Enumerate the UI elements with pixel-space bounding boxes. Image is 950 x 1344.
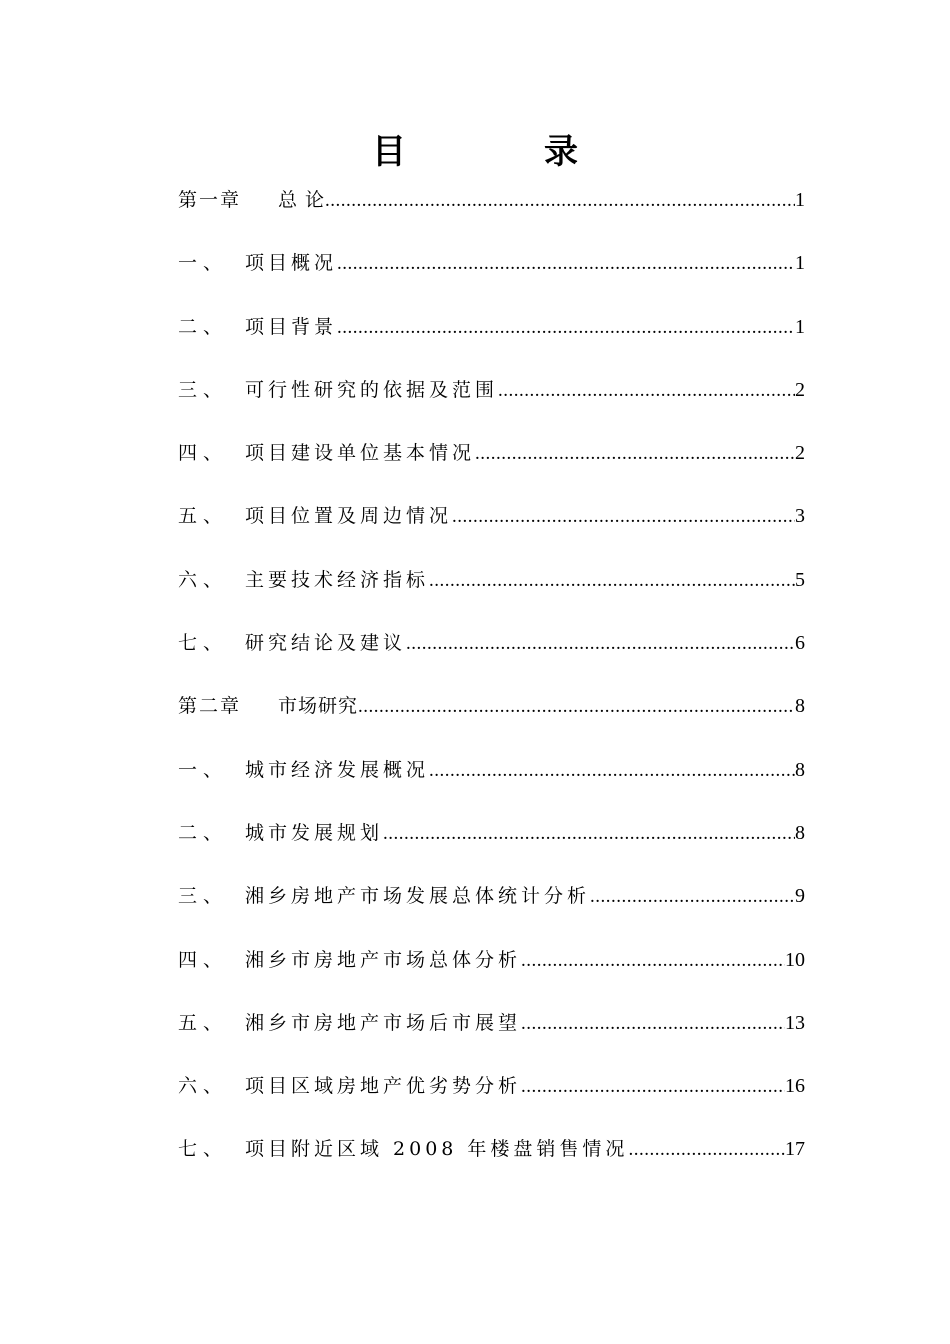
toc-entry[interactable] bbox=[178, 623, 805, 686]
toc-dot-leader bbox=[628, 1130, 785, 1170]
toc-entry[interactable] bbox=[178, 370, 805, 433]
toc-dot-leader bbox=[475, 434, 795, 474]
toc-entry-page: 2 bbox=[795, 442, 805, 465]
toc-list bbox=[178, 180, 805, 1193]
toc-entry-number: 三、 bbox=[178, 378, 229, 401]
toc-dot-leader bbox=[383, 814, 795, 854]
toc-entry[interactable] bbox=[178, 813, 805, 876]
toc-entry-title: 主要技术经济指标 bbox=[245, 568, 430, 591]
toc-entry-page: 17 bbox=[785, 1138, 805, 1161]
toc-entry-number: 五、 bbox=[178, 505, 229, 528]
toc-entry-page: 9 bbox=[795, 885, 805, 908]
toc-entry-number: 一、 bbox=[178, 252, 229, 275]
toc-entry-page: 8 bbox=[795, 821, 805, 844]
toc-entry-number: 六、 bbox=[178, 568, 229, 591]
toc-entry[interactable] bbox=[178, 433, 805, 496]
toc-entry-page: 1 bbox=[795, 252, 805, 275]
toc-entry-number: 第二章 bbox=[178, 695, 242, 718]
toc-entry-number: 二、 bbox=[178, 821, 229, 844]
toc-dot-leader bbox=[498, 371, 795, 411]
toc-entry-title: 湘乡市房地产市场后市展望 bbox=[245, 1011, 522, 1034]
toc-entry-page: 8 bbox=[795, 695, 805, 718]
toc-entry-number: 四、 bbox=[178, 948, 229, 971]
toc-entry-number: 第一章 bbox=[178, 189, 242, 211]
toc-dot-leader bbox=[429, 751, 795, 791]
toc-dot-leader bbox=[337, 244, 795, 284]
toc-entry-page: 16 bbox=[785, 1075, 805, 1098]
toc-entry-title: 研究结论及建议 bbox=[245, 632, 407, 655]
toc-entry-page: 5 bbox=[795, 568, 805, 591]
toc-entry[interactable] bbox=[178, 496, 805, 559]
toc-entry[interactable] bbox=[178, 876, 805, 939]
toc-entry[interactable] bbox=[178, 1066, 805, 1129]
toc-entry[interactable] bbox=[178, 180, 805, 243]
toc-entry-title: 可行性研究的依据及范围 bbox=[245, 378, 499, 401]
toc-entry-number: 二、 bbox=[178, 315, 229, 338]
toc-entry-title: 市场研究 bbox=[278, 695, 359, 718]
toc-entry-title: 总 论 bbox=[278, 189, 326, 211]
toc-entry-number: 六、 bbox=[178, 1075, 229, 1098]
toc-entry-title: 项目附近区域 2008 年楼盘销售情况 bbox=[245, 1138, 629, 1161]
toc-entry-title: 项目区域房地产优劣势分析 bbox=[245, 1075, 522, 1098]
toc-entry-page: 2 bbox=[795, 378, 805, 401]
toc-entry-page: 1 bbox=[795, 189, 805, 211]
toc-entry-page: 8 bbox=[795, 758, 805, 781]
toc-dot-leader bbox=[406, 624, 795, 664]
toc-entry-number: 一、 bbox=[178, 758, 229, 781]
toc-entry-page: 3 bbox=[795, 505, 805, 528]
toc-entry-title: 城市发展规划 bbox=[245, 821, 384, 844]
toc-entry-title: 项目概况 bbox=[245, 252, 338, 275]
toc-entry-title: 项目背景 bbox=[245, 315, 338, 338]
toc-entry-title: 湘乡市房地产市场总体分析 bbox=[245, 948, 522, 971]
toc-dot-leader bbox=[590, 877, 795, 917]
toc-dot-leader bbox=[358, 687, 795, 727]
toc-entry-title: 湘乡房地产市场发展总体统计分析 bbox=[245, 885, 591, 908]
toc-entry[interactable] bbox=[178, 243, 805, 306]
toc-entry-page: 10 bbox=[785, 948, 805, 971]
toc-entry-title: 项目建设单位基本情况 bbox=[245, 442, 476, 465]
toc-entry[interactable] bbox=[178, 686, 805, 749]
toc-entry-number: 四、 bbox=[178, 442, 229, 465]
toc-entry-title: 项目位置及周边情况 bbox=[245, 505, 453, 528]
toc-entry[interactable] bbox=[178, 560, 805, 623]
toc-entry-title: 城市经济发展概况 bbox=[245, 758, 430, 781]
toc-entry[interactable] bbox=[178, 307, 805, 370]
toc-dot-leader bbox=[337, 308, 795, 348]
toc-title: 目 录 bbox=[372, 132, 630, 172]
toc-entry-page: 13 bbox=[785, 1011, 805, 1034]
toc-dot-leader bbox=[521, 1004, 785, 1044]
toc-entry-number: 五、 bbox=[178, 1011, 229, 1034]
toc-entry-number: 七、 bbox=[178, 632, 229, 655]
toc-dot-leader bbox=[452, 497, 795, 537]
toc-dot-leader bbox=[429, 561, 795, 601]
toc-entry-number: 七、 bbox=[178, 1138, 229, 1161]
toc-entry[interactable] bbox=[178, 940, 805, 1003]
toc-dot-leader bbox=[325, 181, 795, 221]
toc-entry-number: 三、 bbox=[178, 885, 229, 908]
toc-entry[interactable] bbox=[178, 1129, 805, 1192]
toc-dot-leader bbox=[521, 1067, 785, 1107]
toc-entry-page: 1 bbox=[795, 315, 805, 338]
toc-dot-leader bbox=[521, 941, 785, 981]
toc-entry-page: 6 bbox=[795, 632, 805, 655]
toc-entry[interactable] bbox=[178, 750, 805, 813]
toc-entry[interactable] bbox=[178, 1003, 805, 1066]
